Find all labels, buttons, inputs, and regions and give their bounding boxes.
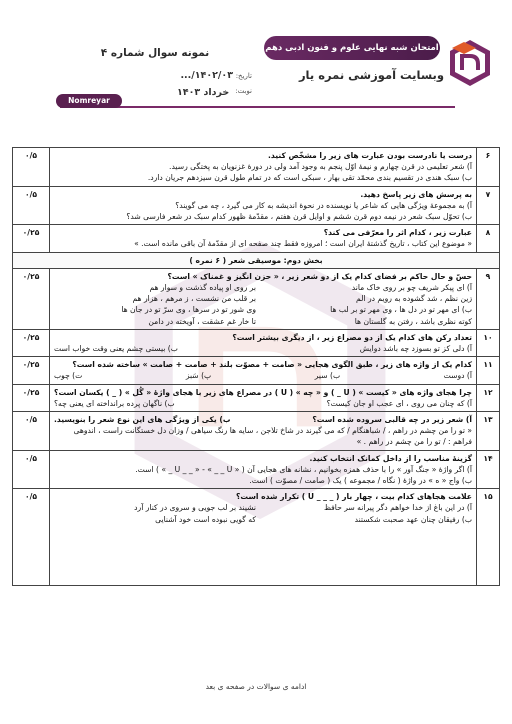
poem-line: آ) ای پیکر شریف چو بر روی خاک ماند <box>351 283 472 293</box>
question-text: گزینۀ مناسب را از داخل کمانک انتخاب کنید. <box>309 453 472 463</box>
question-text: درست یا نادرست بودن عبارت های زیر را مشخّص کنید. <box>267 151 472 160</box>
site-name: وبسایت آموزشی نمره یار <box>298 68 444 82</box>
option-a: آ) که چنان می روی ، ای عجب او جان کیست؟ <box>326 398 472 408</box>
question-number: ۸ <box>477 225 500 252</box>
question-number: ۱۲ <box>477 384 500 411</box>
question-body <box>50 329 477 356</box>
question-text: آ) شعر زیر در چه قالبی سروده شده است؟ <box>312 415 472 425</box>
question-text: علامت هجاهای کدام بیت ، چهار بار ( _ _ _ U ) تکرار شده است؟ <box>236 492 472 502</box>
question-score: ۰/۵ <box>13 489 50 586</box>
poem-line: وی شور تو در سرها ، وی سرّ تو در جان ها <box>121 305 256 315</box>
section-title: بخش دوم: موسیقی شعر ( ۶ نمره ) <box>13 252 500 268</box>
question-score: ۰/۵ <box>13 412 50 451</box>
question-body <box>50 357 477 384</box>
poem-line: ب) رفیقان چنان عهد صحبت شکستند <box>354 514 472 524</box>
question-text: به پرسش های زیر پاسخ دهید. <box>360 189 472 199</box>
question-number: ۱۰ <box>477 329 500 356</box>
question-number: ۱۳ <box>477 412 500 451</box>
poem-line: بر قلب من نشست ، ز مرهم ، هزار هم <box>132 294 256 304</box>
questions-table <box>12 147 500 586</box>
poem-grid <box>54 502 472 524</box>
question-line: آ) اگر واژۀ « جنگ آور » را با حذف همزه بخوانیم ، نشانه های هجایی آن ( « U _ _ » - « _ _ U _ » ) است. <box>135 464 472 474</box>
question-row <box>13 186 500 225</box>
question-number: ۱۵ <box>477 489 500 586</box>
round-label: نوبت: <box>235 87 252 95</box>
poem-line: زین نظم ، شد گشوده به رویم در الم <box>356 294 472 304</box>
question-body <box>50 384 477 411</box>
option-b: ب) ناگهان پرده برانداخته ای یعنی چه؟ <box>54 398 175 408</box>
option-b: ب) بیستی چشم یعنی وقت خواب است <box>54 344 178 354</box>
poem-line: کوته نظری باشد ، رفتن به گلستان ها <box>354 316 472 326</box>
question-text: کدام یک از واژه های زیر ، طبق الگوی هجایی « صامت + مصوّت بلند + صامت + صامت » ساخته شده است؟ <box>72 360 472 370</box>
question-line: آ) شعر تعلیمی در قرن چهارم و نیمۀ اوّل پنجم به وجود آمد ولی در دورۀ غزنویان به پختگی رسید. <box>169 162 472 172</box>
date-value: ۱۴۰۲/۰۳/... <box>180 70 233 81</box>
question-row <box>13 148 500 187</box>
question-row <box>13 412 500 451</box>
question-row <box>13 357 500 384</box>
question-body <box>50 489 477 586</box>
question-score: ۰/۲۵ <box>13 329 50 356</box>
exam-banner: امتحان شبه نهایی علوم و فنون ادبی دهم <box>264 36 440 60</box>
question-text: حسّ و حال حاکم بر فضای کدام یک از دو شعر زیر ، « حزن انگیز و غمناک » است؟ <box>167 271 472 281</box>
question-line: ب) تحوّل سبک شعر در نیمه دوم قرن ششم و اوایل قرن هفتم ، مقدّمۀ ظهور کدام سبک در شعر فارسی شد؟ <box>126 212 472 222</box>
question-row <box>13 329 500 356</box>
brand-pill: Nomreyar <box>56 94 122 108</box>
question-text: عبارت زیر ، کدام اثر را معرّفی می کند؟ <box>323 228 472 238</box>
question-text: تعداد رکن های کدام یک از دو مصراع زیر ، از دیگری بیشتر است؟ <box>232 332 472 342</box>
question-score: ۰/۵ <box>13 186 50 225</box>
question-row <box>13 450 500 489</box>
question-row <box>13 489 500 586</box>
question-line: « موضوع این کتاب ، تاریخ گذشتۀ ایران است ؛ امروزه فقط چند صفحه ای از مقدّمۀ آن باقی مانده است. » <box>134 239 472 249</box>
section-row <box>13 252 500 268</box>
question-number: ۱۱ <box>477 357 500 384</box>
question-row <box>13 384 500 411</box>
question-number: ۶ <box>477 148 500 187</box>
option-a: آ) دلی کز تو بسوزد چه باشد دوایش <box>359 344 472 354</box>
question-text-b: ب) یکی از ویژگی های این نوع شعر را بنویسید. <box>54 415 231 425</box>
question-score: ۰/۵ <box>13 450 50 489</box>
poem-line: ب) ای مهر تو در دل ها ، وی مهر تو بر لب ها <box>330 305 472 315</box>
question-body <box>50 412 477 451</box>
question-body <box>50 186 477 225</box>
question-line: آ) به مجموعۀ ویژگی هایی که شاعر یا نویسنده در نحوۀ اندیشه به کار می گیرد ، چه می گویند؟ <box>175 200 472 210</box>
poem-line: که گویی نبوده است خود آشنایی <box>155 514 256 524</box>
question-score: ۰/۲۵ <box>13 384 50 411</box>
poem-line: تا خار غم عشقت ، آویخته در دامن <box>148 316 256 326</box>
exam-title: نمونه سوال شماره ۴ <box>100 47 210 59</box>
options-row <box>54 343 472 354</box>
question-row <box>13 268 500 329</box>
options-row <box>54 414 472 425</box>
question-number: ۱۴ <box>477 450 500 489</box>
page-header <box>20 24 492 114</box>
question-score: ۰/۵ <box>13 148 50 187</box>
question-line: « تو را من چشم در راهم ، / شباهنگام / که می گیرند در شاخ تلاجن ، سایه ها رنگ سیاهی / وزان دل خستگانت راست ، اندوهی فراهم : / تو را من چشم در راهم . » <box>73 426 472 447</box>
poem-grid <box>54 282 472 327</box>
option-b: ب) سیر <box>314 371 341 381</box>
question-score: ۰/۲۵ <box>13 268 50 329</box>
poem-line: بر روی او پیاده گذشت و سوار هم <box>149 283 256 293</box>
question-line: ب) واج « ه » در واژۀ ( نگاه / مجموعه ) یک ( صامت / مصوّت ) است. <box>249 476 472 486</box>
question-body <box>50 450 477 489</box>
poem-line: آ) در این باغ از خدا خواهم دگر پیرانه سر حافظ <box>323 503 472 513</box>
page-footer: ادامه ی سوالات در صفحه ی بعد <box>205 682 307 691</box>
question-score: ۰/۲۵ <box>13 357 50 384</box>
question-text: چرا هجای واژه های « کیست » ( U _ ) و « چه » ( U ) در مصراع های زیر با هجای واژۀ « گُل » ( _ ) یکسان است؟ <box>54 387 472 397</box>
poem-line: نشیند بر لب جویی و سروی در کنار آرد <box>134 503 256 513</box>
question-body <box>50 268 477 329</box>
question-number: ۹ <box>477 268 500 329</box>
question-row <box>13 225 500 252</box>
nomreyar-logo-icon <box>448 38 492 88</box>
question-score: ۰/۲۵ <box>13 225 50 252</box>
round-value: خرداد ۱۴۰۳ <box>176 87 230 98</box>
options-row <box>54 398 472 409</box>
question-number: ۷ <box>477 186 500 225</box>
option-d: ت) چوب <box>54 371 83 381</box>
question-body <box>50 225 477 252</box>
question-line: ب) سبک هندی در تقسیم بندی محمّد تقی بهار ، سبکی است که در تمام طول قرن سیزدهم جریان دارد. <box>147 173 472 183</box>
option-c: پ) سَبز <box>185 371 212 381</box>
date-label: تاریخ: <box>235 72 252 80</box>
question-body <box>50 148 477 187</box>
options-row <box>54 370 472 381</box>
option-a: آ) دوست <box>443 371 472 381</box>
